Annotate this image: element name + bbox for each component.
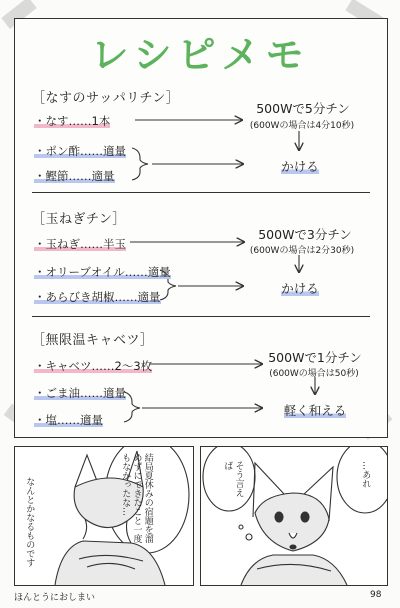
section-title-tamanegi: ［玉ねぎチン］ bbox=[32, 212, 126, 227]
section-title-nasu: ［なすのサッパリチン］ bbox=[32, 91, 180, 106]
ingredient-text: ・玉ねぎ……半玉 bbox=[34, 237, 126, 251]
result-main-1: 500Wで5分チン bbox=[256, 101, 350, 116]
ingredient-text: ・オリーブオイル……適量 bbox=[34, 265, 171, 279]
comic-panel-left bbox=[14, 446, 194, 586]
result-finish-3: 軽く和える bbox=[283, 403, 347, 418]
ingredient-text: ・ごま油……適量 bbox=[34, 386, 126, 400]
result-sub-1: (600Wの場合は4分10秒) bbox=[249, 121, 355, 131]
left-caption: なんとかなるものです bbox=[24, 477, 35, 567]
ingredient-text: ・キャベツ……2～3枚 bbox=[34, 359, 153, 373]
section-title-cabbage: ［無限温キャベツ］ bbox=[32, 333, 154, 348]
ingredient-pepper bbox=[34, 289, 161, 305]
result-finish-1: かける bbox=[281, 159, 319, 174]
ingredient-text: ・なす……1本 bbox=[34, 114, 111, 128]
ingredient-katsuobushi bbox=[34, 168, 115, 184]
right-speech-bubble-1: そう言えば bbox=[222, 461, 244, 497]
right-speech-bubble-2: …あれ bbox=[360, 461, 371, 488]
comic-panel-right bbox=[200, 446, 388, 586]
ingredient-nasu bbox=[34, 113, 110, 129]
ingredient-text: ・ポン酢……適量 bbox=[34, 144, 126, 158]
fox-character-left bbox=[15, 447, 193, 585]
ingredient-sesame-oil bbox=[34, 385, 126, 401]
result-sub-3: (600Wの場合は50秒) bbox=[269, 369, 359, 379]
result-main-2: 500Wで3分チン bbox=[258, 227, 352, 242]
ingredient-tamanegi bbox=[34, 236, 126, 252]
section-divider bbox=[32, 192, 370, 193]
ingredient-text: ・鰹節……適量 bbox=[34, 169, 115, 183]
result-main-3: 500Wで1分チン bbox=[268, 350, 362, 365]
ingredient-text: ・あらびき胡椒……適量 bbox=[34, 290, 161, 304]
page-number: 98 bbox=[370, 590, 382, 600]
ingredient-salt bbox=[34, 412, 103, 428]
ingredient-ponzu bbox=[34, 143, 126, 159]
ingredient-cabbage bbox=[34, 358, 152, 374]
page-title: レシピメモ bbox=[90, 33, 310, 77]
ingredient-olive-oil bbox=[34, 264, 171, 280]
result-sub-2: (600Wの場合は2分30秒) bbox=[249, 246, 355, 256]
ingredient-text: ・塩……適量 bbox=[34, 413, 103, 427]
footer-text: ほんとうにおしまい bbox=[14, 593, 96, 603]
result-finish-2: かける bbox=[281, 281, 319, 296]
section-divider bbox=[32, 316, 370, 317]
left-speech-bubble: 結局夏休みの宿題を溜めずにできたこと一度もなかったな… bbox=[120, 453, 153, 543]
